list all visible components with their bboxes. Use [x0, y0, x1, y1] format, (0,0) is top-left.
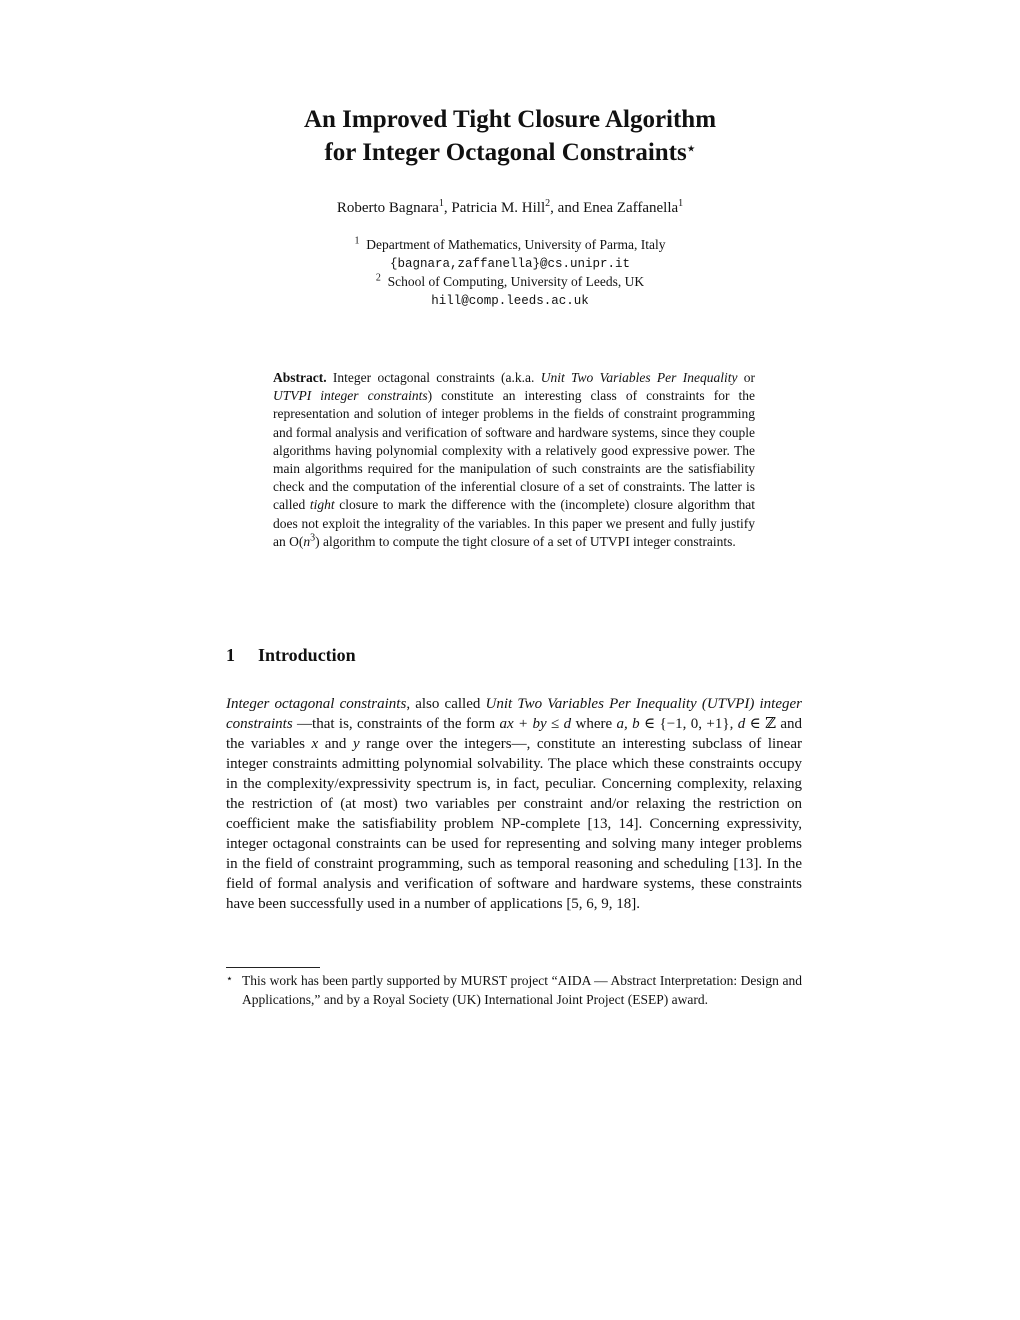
abstract-text: or [737, 370, 755, 385]
abstract-text: Integer octagonal constraints (a.k.a. [326, 370, 541, 385]
affiliation-2-number: 2 [375, 272, 381, 284]
affiliation-2-email: hill@comp.leeds.ac.uk [431, 293, 589, 308]
affiliation-2 [0, 273, 1020, 292]
intro-text: , also called [406, 696, 486, 712]
footnote-marker: ⋆ [226, 973, 233, 985]
intro-paragraph [226, 694, 802, 914]
author-2: Patricia M. Hill [451, 200, 546, 216]
author-3-affil: 1 [678, 198, 684, 209]
intro-text: where [571, 716, 617, 732]
title-footnote-marker: ⋆ [686, 142, 696, 157]
footnote-rule [226, 967, 320, 968]
abstract-text: algorithm to compute the tight closure of a set of UTVPI integer constraints. [319, 533, 736, 549]
math-var: y [352, 736, 360, 752]
abstract-emphasis: Unit Two Variables Per Inequality [540, 370, 738, 385]
title-line-2-text: for Integer Octagonal Constraints [324, 139, 687, 166]
math-var: x [311, 736, 319, 752]
author-1-affil: 1 [438, 198, 444, 209]
complexity-base: O( [289, 533, 304, 549]
intro-emphasis: Unit Two Variables Per Inequality (UTVPI) integer constraints [226, 696, 802, 732]
abstract-emphasis: tight [309, 497, 335, 513]
author-separator: , and [550, 200, 584, 216]
author-1: Roberto Bagnara [336, 200, 439, 216]
paper-title [0, 103, 1020, 169]
abstract-text: closure to mark the difference with the (incomplete) closure algorithm that does not exploit the integrality of the variables. In this paper we present and fully justify an [273, 497, 756, 549]
formula: ax + by ≤ d [499, 716, 572, 732]
math-var: d [737, 716, 746, 732]
complexity-expression [289, 534, 320, 549]
affiliation-1-email: {bagnara,zaffanella}@cs.unipr.it [389, 256, 631, 271]
section-heading [226, 645, 356, 666]
intro-text: —that is, constraints of the form [292, 716, 500, 732]
author-separator: , [443, 200, 452, 216]
affiliation-1 [0, 236, 1020, 255]
intro-text: and [318, 736, 353, 752]
math-var: a, b [616, 716, 640, 732]
intro-text: range over the integers—, constitute an interesting subclass of linear integer constraints admitting polynomial solvability. The place which these constraints occupy in the complexity/expressivity spectrum is, in fact, peculiar. Concerning complexity, relaxing the restriction of (at most) two variables per constraint and/or relaxing the restriction on coefficient make the satisfiability problem NP-complete [13, 14]. Concerning expressivity, integer octagonal constraints can be used for representing and solving many integer problems in the field of constraint programming, such as temporal reasoning and scheduling [13]. In the field of formal analysis and verification of software and hardware systems, these constraints have been successfully used in a number of applications [5, 6, 9, 18]. [226, 736, 802, 912]
author-list [0, 200, 1020, 217]
abstract-text: ) constitute an interesting class of constraints for the representation and solution of integer problems in the fields of constraint programming and formal analysis and verification of software and hardware systems, since they couple algorithms having polynomial complexity with a relatively good expressive power. The main algorithms required for the manipulation of such constraints are the satisfiability check and the computation of the inferential closure of a set of constraints. The latter is called [273, 388, 755, 513]
footnote [226, 972, 802, 1009]
affiliation-2-text: School of Computing, University of Leeds, UK [387, 274, 645, 289]
section-title: Introduction [258, 645, 356, 665]
affiliation-1-text: Department of Mathematics, University of Parma, Italy [366, 237, 666, 252]
footnote-text: This work has been partly supported by MURST project “AIDA — Abstract Interpretation: Design and Applications,” and by a Royal Society (UK) International Joint Project (ESEP) award. [242, 973, 802, 1007]
abstract [273, 369, 755, 551]
complexity-exponent: 3 [310, 532, 316, 544]
title-line-2 [0, 136, 1020, 169]
intro-emphasis: Integer octagonal constraints [226, 696, 407, 712]
affiliation-1-number: 1 [354, 235, 360, 247]
complexity-close: ) [315, 533, 320, 549]
complexity-var: n [303, 533, 311, 549]
section-number: 1 [226, 645, 235, 665]
intro-text: ∈ ℤ and the variables [226, 716, 803, 752]
affiliations [0, 236, 1020, 310]
author-3: Enea Zaffanella [583, 200, 679, 216]
title-line-1: An Improved Tight Closure Algorithm [303, 106, 717, 133]
author-2-affil: 2 [545, 198, 551, 209]
intro-text: ∈ {−1, 0, +1}, [639, 716, 738, 732]
abstract-emphasis: UTVPI integer constraints [273, 388, 428, 404]
abstract-label: Abstract. [273, 370, 327, 385]
